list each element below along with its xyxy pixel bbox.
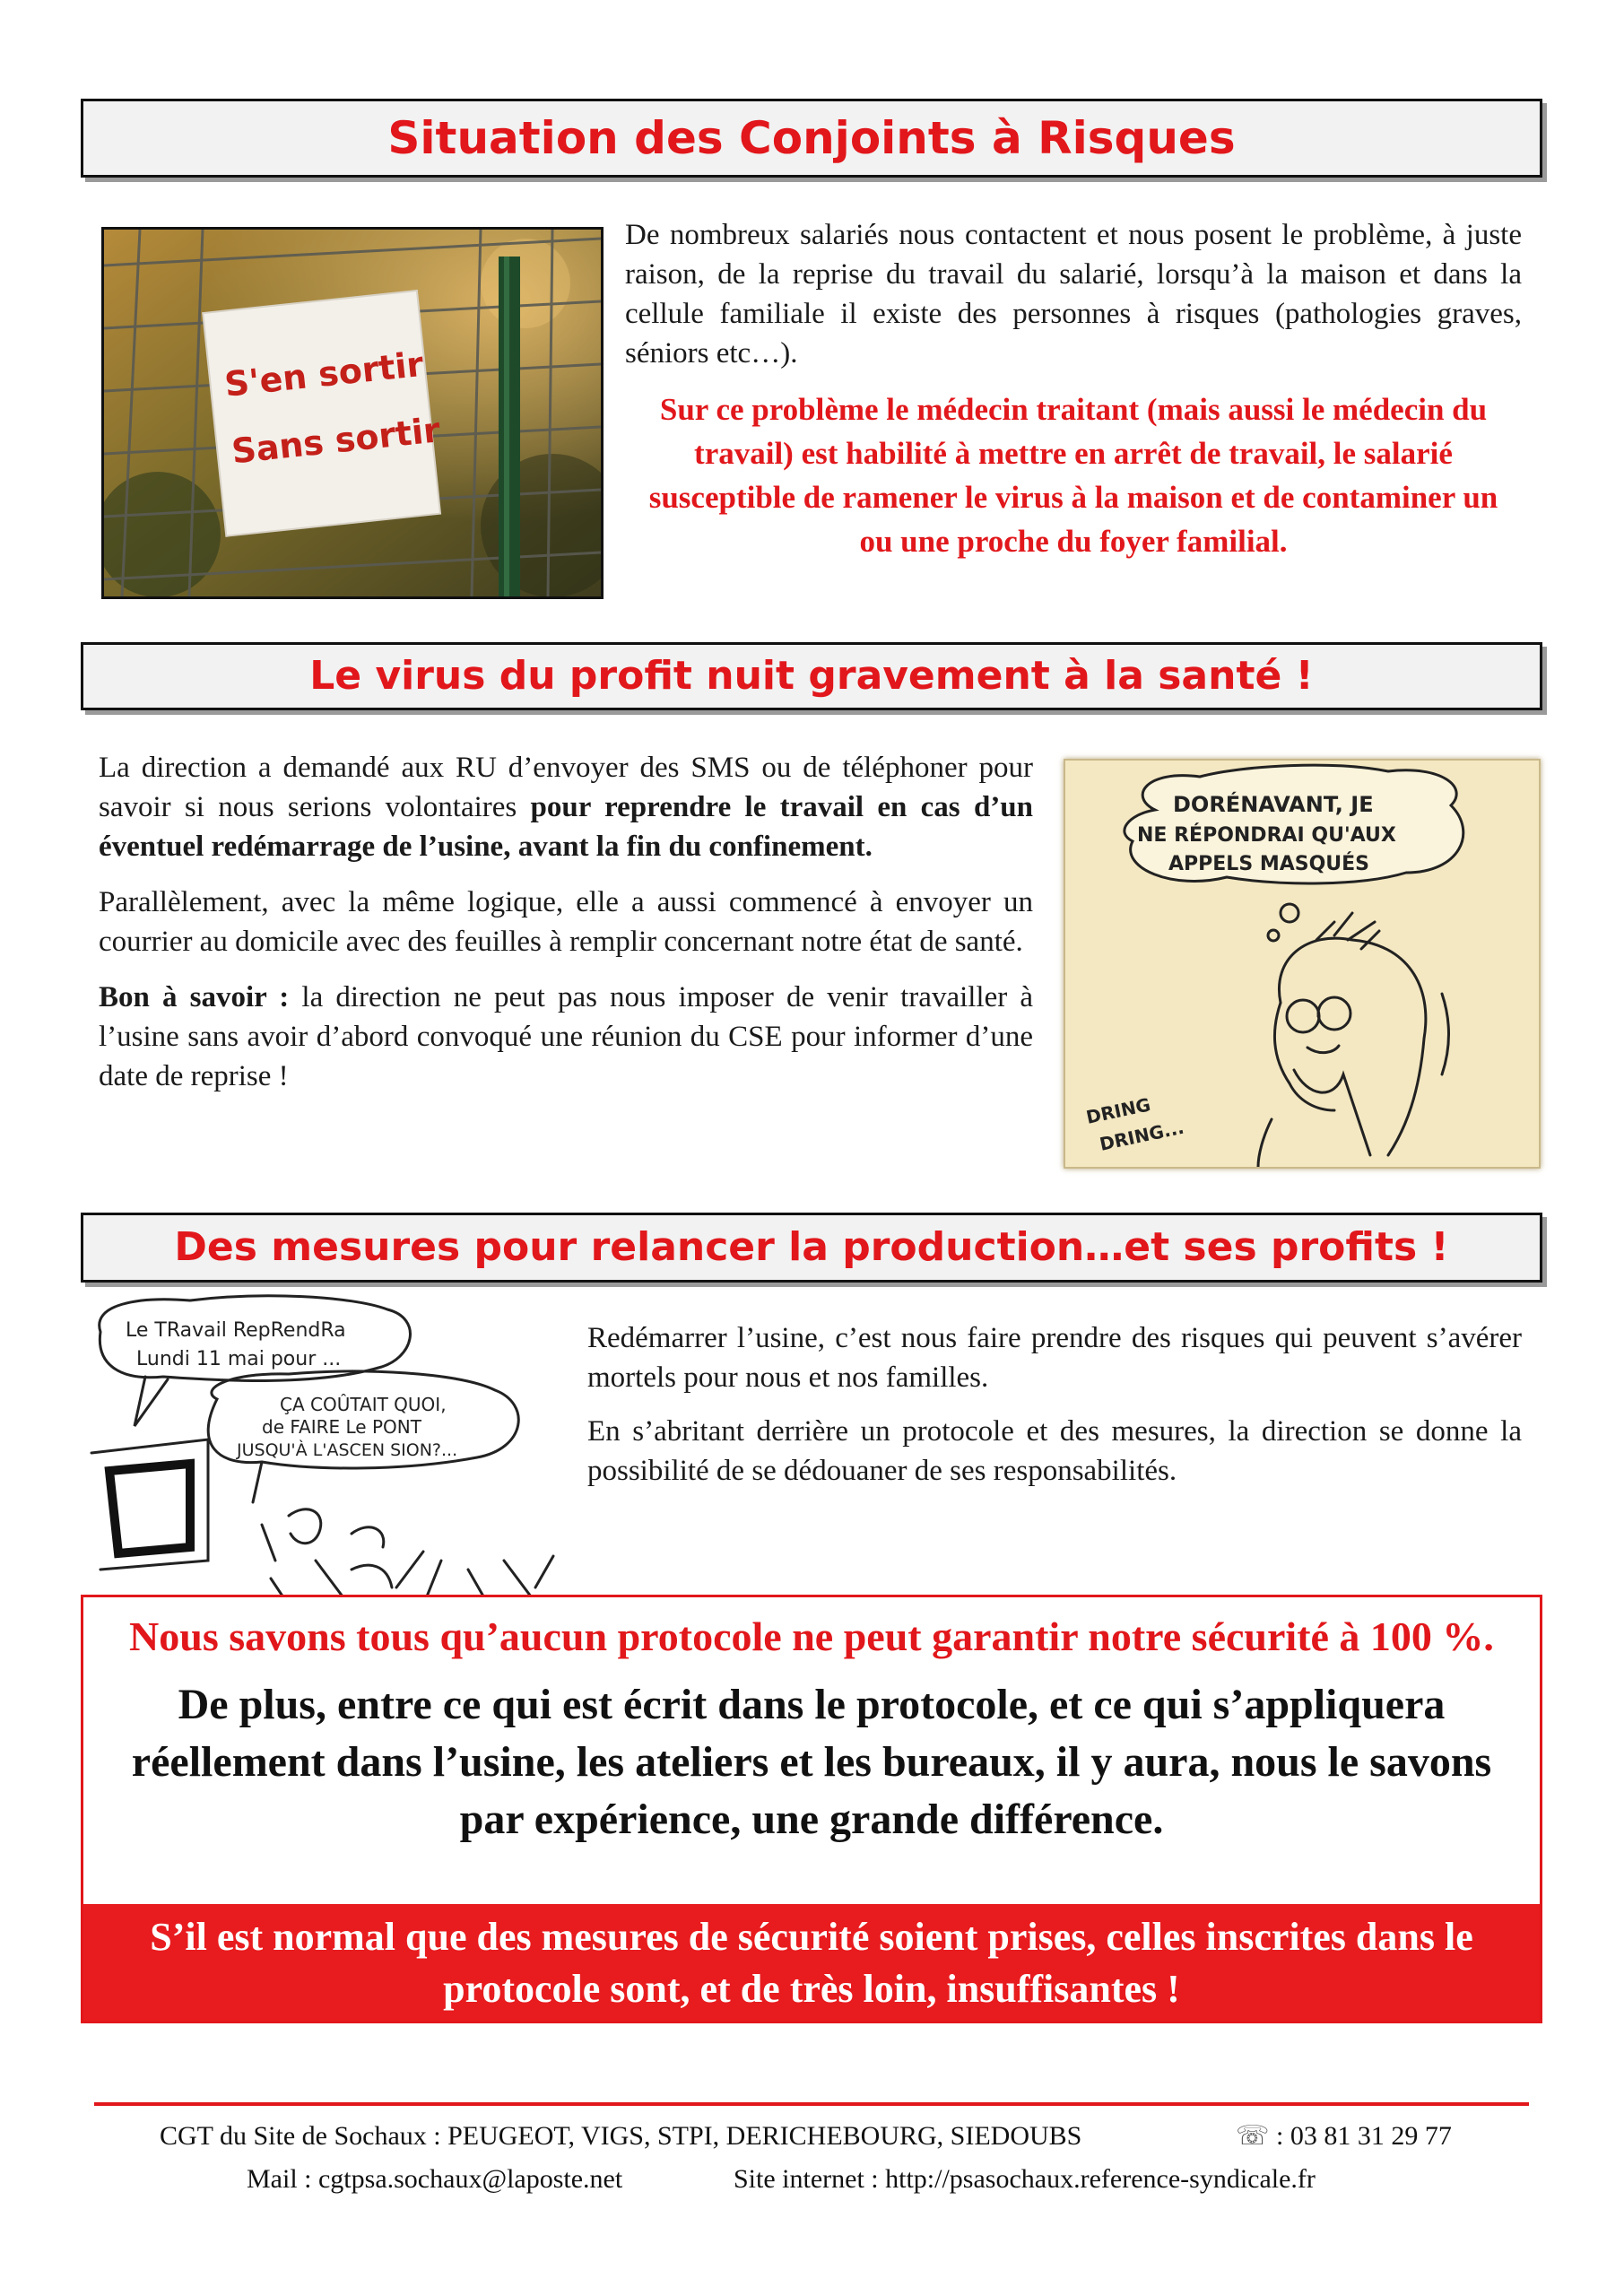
section-header-virus-profit (81, 642, 1542, 710)
callout-line-securite: Nous savons tous qu’aucun protocole ne peut garantir notre sécurité à 100 %. (129, 1613, 1494, 1659)
phone-icon: ☏ (1236, 2121, 1270, 2151)
cartoon-ring-1: DRING (1084, 1093, 1153, 1128)
footer-mail[interactable]: Mail : cgtpsa.sochaux@laposte.net (247, 2164, 623, 2194)
sign-photo-illustration (104, 230, 601, 596)
section-title: Situation des Conjoints à Risques (387, 112, 1236, 164)
cartoon-bubble-a-line-1: Le TRavail RepRendRa (126, 1319, 346, 1342)
cartoon-bubble-b-line-3: JUSQU'À L'ASCEN SION?... (237, 1440, 458, 1460)
paragraph-bon-a-savoir (99, 978, 1033, 1096)
footer-phone (1236, 2118, 1452, 2154)
paragraph-sms (99, 748, 1033, 866)
footer-divider (94, 2102, 1529, 2106)
text-bold: pour reprendre le travail en cas d’un éventuel redémarrage de l’usine, avant la fin du confinement. (99, 791, 1033, 863)
cartoon-masques-illustration (1065, 761, 1539, 1167)
footer-site[interactable]: Site internet : http://psasochaux.reference-syndicale.fr (734, 2164, 1316, 2194)
cartoon-bubble-a-line-2: Lundi 11 mai pour ... (136, 1348, 342, 1370)
mesures-text (587, 1318, 1522, 1491)
section-title: Des mesures pour relancer la production…et ses profits ! (174, 1224, 1449, 1270)
cartoon-ring-2: DRING... (1098, 1116, 1186, 1155)
callout-box (81, 1595, 1542, 2023)
conjoints-highlight: Sur ce problème le médecin traitant (mais aussi le médecin du travail) est habilité à mettre en arrêt de travail, le salarié susceptible de ramener le virus à la maison et de contaminer un ou une proche du foyer familial. (648, 392, 1498, 559)
cartoon-bubble-line-2: NE RÉPONDRAI QU'AUX (1137, 824, 1396, 847)
conjoints-paragraph: De nombreux salariés nous contactent et nous posent le problème, à juste raison, de la reprise du travail du salarié, lorsqu’à la maison et dans la cellule familiale il existe des personnes à risques (pathologies graves, séniors etc…). (625, 219, 1522, 370)
footer-org: CGT du Site de Sochaux : PEUGEOT, VIGS, STPI, DERICHEBOURG, SIEDOUBS (160, 2121, 1082, 2151)
cartoon-ascension-illustration (83, 1292, 560, 1605)
section-title: Le virus du profit nuit gravement à la santé ! (309, 653, 1314, 699)
text-plain: la direction ne peut pas nous imposer de venir travailler à l’usine sans avoir d’abord convoqué une réunion du CSE pour informer d’une date de reprise ! (99, 981, 1034, 1092)
virus-profit-text (99, 748, 1033, 1096)
callout-line-difference: De plus, entre ce qui est écrit dans le protocole, et ce qui s’appliquera réellement dans l’usine, les ateliers et les bureaux, il y aura, nous le savons par expérience, une grande différence. (131, 1681, 1492, 1843)
paragraph-protocole: En s’abritant derrière un protocole et des mesures, la direction se donne la possibilité de se dédouaner de ses responsabilités. (587, 1415, 1522, 1487)
sign-line-1: S'en sortir (222, 344, 426, 404)
cartoon-bubble-line-1: DORÉNAVANT, JE (1173, 792, 1374, 817)
footer-phone-number: : 03 81 31 29 77 (1269, 2121, 1452, 2151)
cartoon-ascension (83, 1292, 560, 1605)
section-header-conjoints (81, 99, 1542, 178)
paragraph-redemarrer: Redémarrer l’usine, c’est nous faire prendre des risques qui peuvent s’avérer mortels pour nous et nos familles. (587, 1322, 1522, 1394)
text-bold: Bon à savoir : (99, 981, 290, 1013)
section-header-mesures (81, 1213, 1542, 1283)
cartoon-bubble-line-3: APPELS MASQUÉS (1168, 853, 1370, 875)
callout-red-band: S’il est normal que des mesures de sécurité soient prises, celles inscrites dans le protocole sont, et de très loin, insuffisantes ! (83, 1904, 1540, 2021)
cartoon-masques (1064, 759, 1541, 1169)
cartoon-bubble-b-line-1: ÇA COÛTAIT QUOI, (280, 1394, 447, 1415)
sign-photo (101, 227, 604, 599)
paragraph-courrier: Parallèlement, avec la même logique, elle a aussi commencé à envoyer un courrier au domicile avec des feuilles à remplir concernant notre état de santé. (99, 886, 1033, 958)
cartoon-bubble-b-line-2: de FAIRE Le PONT (262, 1416, 421, 1438)
text-plain: La direction a demandé aux RU d’envoyer des SMS ou de téléphoner pour savoir si nous serions volontaires (99, 752, 1033, 823)
sign-line-2: Sans sortir (230, 410, 442, 472)
